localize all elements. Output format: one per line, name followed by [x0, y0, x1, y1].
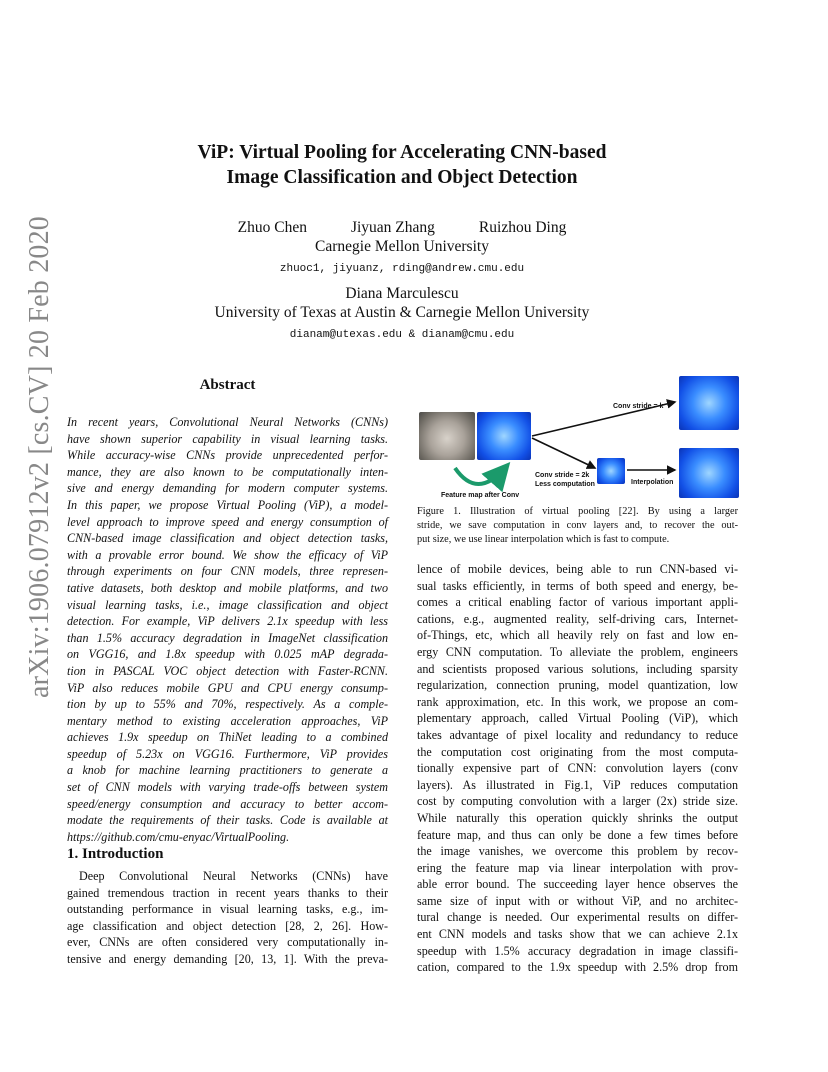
abstract-line: https://github.com/cmu-enyac/VirtualPooling. [67, 829, 290, 844]
abstract-line: have shown superior capability in visual learning tasks. [67, 431, 388, 446]
abstract-line: ViP also reduces mobile GPU and CPU energy consump- [67, 680, 388, 695]
abstract-line: on VGG16, and 1.8x speedup with 0.025 mAP degrada- [67, 647, 388, 662]
body-line: While naturally this operation quickly shrinks the output [417, 810, 738, 825]
author-name: Diana Marculescu [345, 285, 459, 302]
figure-1 [417, 372, 739, 502]
body-line: outstanding performance in visual learning tasks, e.g., im- [67, 902, 388, 917]
body-line: speedup with 1.5% accuracy degradation in image classifi- [417, 943, 738, 958]
abstract-line: In recent years, Convolutional Neural Networks (CNNs) [67, 415, 388, 429]
abstract-line: tative datasets, both desktop and mobile platforms, and two [67, 580, 388, 595]
caption-line: put size, we use linear interpolation which is fast to compute. [417, 534, 670, 545]
abstract-line: detection. For example, ViP delivers 2.1x speedup with less [67, 614, 388, 629]
abstract-text [67, 414, 388, 845]
abstract-line: modate the requirements of their tasks. Code is available at [67, 813, 388, 828]
intro-heading: 1. Introduction [67, 846, 164, 862]
abstract-line: speedup of 5.23x on VGG16. Furthermore, ViP provides [67, 746, 388, 761]
title-line-1: ViP: Virtual Pooling for Accelerating CNN-based [197, 142, 607, 163]
caption-line: stride, we save computation in conv layers and, to recover the out- [417, 520, 738, 531]
abstract-line: through experiments on four CNN models, three represen- [67, 564, 388, 579]
body-line: rank approximation, etc. In this work, we propose an com- [417, 694, 738, 709]
abstract-line: mentary method to existing acceleration approaches, ViP [67, 713, 388, 728]
abstract-line: tion in PASCAL VOC object detection with Faster-RCNN. [67, 663, 388, 678]
body-line: cost by computing convolution with a larger (2x) stride size. [417, 794, 738, 809]
abstract-line: visual learning tasks, i.e., image classification and object [67, 597, 388, 612]
body-line: age classification and object detection [28, 2, 26]. How- [67, 918, 388, 933]
author-block-1 [180, 218, 624, 279]
body-line: the computation cost originating from the most computa- [417, 744, 738, 759]
body-line: tionally expensive part of CNN: convolution layers (conv [417, 761, 738, 776]
abstract-line: achieves 1.9x speedup on ThiNet leading to a combined [67, 730, 388, 745]
body-line: Deep Convolutional Neural Networks (CNNs) have [79, 869, 388, 883]
body-line: cation, compared to the 1.9x speedup with 2.5% drop from [417, 960, 738, 975]
body-line: ever, CNNs are often considered very computationally in- [67, 935, 388, 950]
body-line: lence of mobile devices, being able to run CNN-based vi- [417, 562, 738, 576]
label-conv-stride-k: Conv stride = k [613, 403, 664, 410]
abstract-line: mance, they are also known to be computationally inten- [67, 464, 388, 479]
body-line: cations, e.g., augmented reality, self-driving cars, Internet- [417, 611, 738, 626]
author-emails: zhuoc1, jiyuanz, rding@andrew.cmu.edu [279, 263, 525, 275]
paper-title [150, 140, 654, 190]
abstract-line: While accuracy-wise CNNs provide unprecedented perfor- [67, 448, 388, 463]
label-conv-stride-2k: Conv stride = 2k [535, 472, 590, 479]
body-line: ergy CNN computation. To alleviate the problem, engineers [417, 644, 738, 659]
abstract-line: speed/energy consumption and accuracy to better accom- [67, 796, 388, 811]
body-line: sual tasks efficiently, in terms of both speed and energy, be- [417, 578, 738, 593]
author-block-2 [180, 284, 624, 345]
body-line: able error bound. The succeeding layer hence observes the [417, 877, 738, 892]
abstract-line: a knob for machine learning practitioners to generate a [67, 763, 388, 778]
label-feature-map: Feature map after Conv [441, 492, 520, 499]
body-line: the image vanishes, we overcome this problem by recov- [417, 844, 738, 859]
body-line: layers). As illustrated in Fig.1, ViP reduces computation [417, 777, 738, 792]
abstract-line: tion by up to 55% and 70%, respectively. As a comple- [67, 697, 388, 712]
abstract-heading: Abstract [199, 377, 256, 393]
abstract-line: level approach to improve speed and energy consumption of [67, 514, 388, 529]
body-line: takes advantage of pixel locality and redundancy to reduce [417, 727, 738, 742]
intro-text-col1 [67, 868, 388, 968]
author-name: Jiyuan Zhang [350, 219, 435, 236]
arxiv-id: arXiv:1906.07912v2 [cs.CV] 20 Feb 2020 [24, 215, 55, 698]
caption-line: Figure 1. Illustration of virtual pooling [22]. By using a larger [417, 506, 738, 517]
body-line: tural change is needed. Our experimental results on differ- [417, 910, 738, 925]
body-line: of-Things, etc, which all heavily rely on fast and low en- [417, 628, 738, 643]
body-line: and scientists proposed various solutions, including sparsity [417, 661, 738, 676]
body-line: comes a critical enabling factor of various important appli- [417, 595, 738, 610]
label-interpolation: Interpolation [631, 479, 674, 486]
title-line-2: Image Classification and Object Detection [226, 167, 578, 188]
body-line: same size of input with or without ViP, and no architec- [417, 893, 738, 908]
body-line: ering the feature map via linear interpolation with prov- [417, 860, 738, 875]
body-line: feature map, and thus can only be done a few times before [417, 827, 738, 842]
author-emails: dianam@utexas.edu & dianam@cmu.edu [289, 329, 515, 341]
body-line: plementary approach, called Virtual Pooling (ViP), which [417, 711, 738, 726]
body-line: regularization, connection pruning, model quantization, low [417, 678, 738, 693]
author-name: Zhuo Chen [237, 219, 307, 236]
abstract-line: with a provable error bound. We show the efficacy of ViP [67, 547, 388, 562]
abstract-line: sive and energy demanding for modern computer systems. [67, 481, 388, 496]
intro-text-col2 [417, 561, 738, 976]
abstract-line: set of CNN models with varying trade-offs between system [67, 780, 388, 795]
arxiv-sidebar-stamp [20, 0, 55, 1070]
affiliation: University of Texas at Austin & Carnegie Mellon University [214, 304, 590, 321]
author-name: Ruizhou Ding [478, 219, 567, 236]
body-line: tensive and energy demanding [20, 13, 1]. With the preva- [67, 951, 388, 966]
figure-1-caption [417, 505, 738, 547]
body-line: ent CNN models and tasks show that we can achieve 2.1x [417, 927, 738, 942]
abstract-line: CNN-based image classification and object detection tasks, [67, 531, 388, 546]
abstract-line: than 1.5% accuracy degradation in ImageNet classification [67, 630, 388, 645]
label-less-computation: Less computation [535, 481, 595, 488]
abstract-line: In this paper, we propose Virtual Pooling (ViP), a model- [67, 497, 388, 512]
body-line: gained tremendous traction in recent years thanks to their [67, 885, 388, 900]
affiliation: Carnegie Mellon University [315, 238, 489, 255]
